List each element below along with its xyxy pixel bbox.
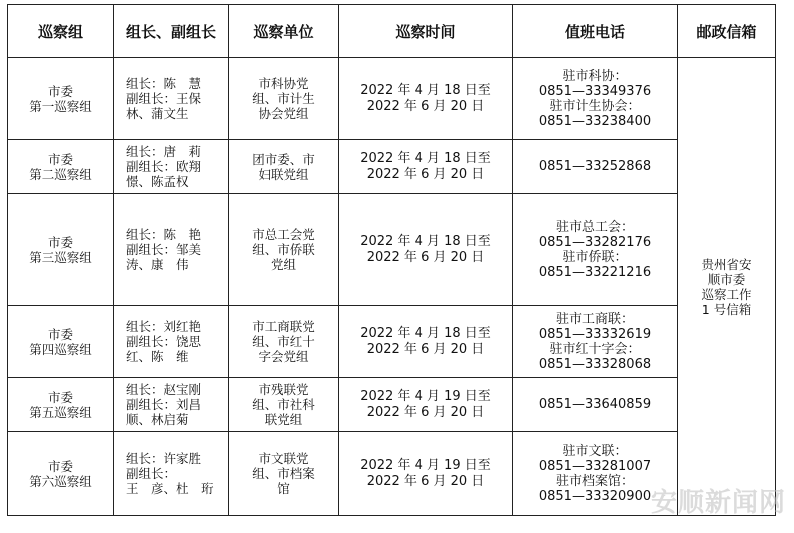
units-cell-line: 联党组 [264, 412, 303, 427]
group-cell-line: 市委 [47, 326, 73, 342]
units-cell-line: 馆 [277, 481, 290, 496]
units-cell-line: 市科协党 [258, 76, 309, 91]
leaders-cell-line: 副组长：欧翔 [126, 159, 202, 174]
time-cell [339, 140, 513, 194]
header-phone: 值班电话 [513, 5, 678, 58]
units-cell-line: 党组 [270, 257, 296, 272]
phone-cell-line: 0851—33282176 [538, 234, 652, 250]
units-cell-line: 组、市红十 [252, 334, 315, 349]
units-cell [229, 58, 339, 140]
group-cell-line: 市委 [47, 389, 73, 405]
units-cell-line: 市总工会党 [252, 227, 315, 242]
leaders-cell-line: 副组长：饶思 [126, 334, 202, 349]
phone-cell-line: 0851—33349376 [538, 83, 652, 99]
leaders-cell-line: 顺、林启菊 [126, 412, 189, 427]
phone-cell-line: 0851—33640859 [538, 397, 652, 412]
units-cell [229, 140, 339, 194]
time-cell [339, 432, 513, 516]
group-cell [8, 58, 114, 140]
table-row [8, 194, 776, 306]
phone-cell-line: 驻市文联： [562, 443, 628, 459]
leaders-cell [114, 306, 229, 378]
mailbox-cell-line: 巡察工作 [701, 286, 752, 302]
units-cell-line: 组、市档案 [252, 466, 315, 481]
units-cell-line: 市文联党 [258, 451, 309, 466]
phone-cell-line: 驻市计生协会： [549, 98, 641, 114]
group-cell-line: 市委 [47, 151, 73, 167]
group-cell-line: 市委 [47, 234, 73, 250]
units-cell [229, 306, 339, 378]
table-row [8, 140, 776, 194]
mailbox-cell [678, 58, 776, 516]
leaders-cell-line: 林、蒲文生 [126, 106, 189, 121]
group-cell [8, 378, 114, 432]
leaders-cell-line: 组长：赵宝刚 [126, 382, 202, 397]
time-cell-line: 2022 年 6 月 20 日 [366, 341, 485, 357]
group-cell [8, 194, 114, 306]
phone-cell-line: 驻市工商联： [555, 311, 634, 327]
leaders-cell-line: 组长：唐 莉 [126, 144, 202, 159]
phone-cell [513, 378, 678, 432]
phone-cell-line: 0851—33328068 [538, 356, 652, 372]
leaders-cell-line: 副组长：邹美 [126, 242, 202, 257]
units-cell-line: 字会党组 [258, 349, 309, 364]
phone-cell-line: 0851—33320900 [538, 488, 652, 504]
time-cell [339, 58, 513, 140]
phone-cell-line: 0851—33281007 [538, 458, 652, 474]
phone-cell-line: 0851—33332619 [538, 326, 652, 342]
group-cell-line: 第二巡察组 [29, 166, 92, 182]
header-group: 巡察组 [8, 5, 114, 58]
time-cell-line: 2022 年 6 月 20 日 [366, 166, 485, 182]
time-cell-line: 2022 年 6 月 20 日 [366, 249, 485, 265]
units-cell-line: 组、市社科 [252, 397, 315, 412]
phone-cell [513, 194, 678, 306]
units-cell-line: 妇联党组 [258, 166, 309, 182]
phone-cell-line: 驻市档案馆： [555, 473, 634, 489]
units-cell-line: 协会党组 [258, 106, 309, 121]
time-cell-line: 2022 年 4 月 18 日至 [360, 325, 491, 341]
phone-cell-line: 0851—33221216 [538, 264, 652, 280]
time-cell-line: 2022 年 4 月 18 日至 [360, 233, 491, 249]
group-cell [8, 140, 114, 194]
time-cell-line: 2022 年 4 月 19 日至 [360, 457, 491, 473]
table-row [8, 306, 776, 378]
time-cell-line: 2022 年 4 月 18 日至 [360, 150, 491, 166]
units-cell [229, 378, 339, 432]
group-cell [8, 306, 114, 378]
leaders-cell-line: 组长：许家胜 [126, 451, 202, 466]
header-leaders: 组长、副组长 [114, 5, 229, 58]
phone-cell-line: 0851—33238400 [538, 113, 652, 129]
phone-cell [513, 140, 678, 194]
time-cell-line: 2022 年 6 月 20 日 [366, 473, 485, 489]
table-row [8, 378, 776, 432]
header-units: 巡察单位 [229, 5, 339, 58]
group-cell-line: 第一巡察组 [29, 98, 92, 114]
time-cell-line: 2022 年 4 月 19 日至 [360, 388, 491, 404]
leaders-cell-line: 组长：陈 艳 [126, 227, 202, 242]
time-cell [339, 194, 513, 306]
group-cell-line: 第三巡察组 [29, 249, 92, 265]
units-cell-line: 市残联党 [258, 382, 309, 397]
units-cell-line: 市工商联党 [252, 319, 315, 334]
phone-cell-line: 驻市总工会： [555, 219, 634, 235]
group-cell-line: 第六巡察组 [29, 473, 92, 489]
time-cell [339, 306, 513, 378]
mailbox-cell-line: 贵州省安 [701, 256, 752, 272]
units-cell-line: 团市委、市 [252, 151, 315, 167]
time-cell-line: 2022 年 6 月 20 日 [366, 98, 485, 114]
mailbox-cell-line: 1 号信箱 [701, 301, 752, 317]
time-cell-line: 2022 年 6 月 20 日 [366, 404, 485, 420]
units-cell [229, 432, 339, 516]
leaders-cell-line: 组长：刘红艳 [126, 319, 202, 334]
leaders-cell [114, 194, 229, 306]
group-cell-line: 第四巡察组 [29, 341, 92, 357]
units-cell-line: 组、市侨联 [252, 242, 315, 257]
time-cell [339, 378, 513, 432]
phone-cell-line: 0851—33252868 [538, 159, 652, 174]
units-cell [229, 194, 339, 306]
group-cell [8, 432, 114, 516]
leaders-cell [114, 378, 229, 432]
phone-cell [513, 306, 678, 378]
group-cell-line: 第五巡察组 [29, 404, 92, 420]
leaders-cell-line: 王 彦、杜 珩 [126, 481, 214, 496]
table-header-row [8, 5, 776, 58]
time-cell-line: 2022 年 4 月 18 日至 [360, 82, 491, 98]
leaders-cell-line: 副组长： [126, 466, 177, 481]
mailbox-cell-line: 顺市委 [707, 271, 746, 287]
phone-cell-line: 驻市科协： [562, 68, 628, 84]
phone-cell [513, 58, 678, 140]
leaders-cell [114, 140, 229, 194]
leaders-cell-line: 憬、陈孟权 [126, 174, 189, 189]
phone-cell-line: 驻市侨联： [562, 249, 628, 265]
site-watermark: 安顺新闻网 [650, 488, 786, 518]
leaders-cell [114, 432, 229, 516]
leaders-cell [114, 58, 229, 140]
table-row [8, 58, 776, 140]
inspection-schedule-table [7, 4, 776, 516]
leaders-cell-line: 副组长：刘昌 [126, 397, 202, 412]
group-cell-line: 市委 [47, 458, 73, 474]
leaders-cell-line: 红、陈 维 [126, 349, 189, 364]
units-cell-line: 组、市计生 [252, 91, 315, 106]
leaders-cell-line: 副组长：王保 [126, 91, 202, 106]
leaders-cell-line: 组长：陈 慧 [126, 76, 202, 91]
phone-cell-line: 驻市红十字会： [549, 341, 641, 357]
header-time: 巡察时间 [339, 5, 513, 58]
group-cell-line: 市委 [47, 83, 73, 99]
leaders-cell-line: 涛、康 伟 [126, 257, 189, 272]
header-mailbox: 邮政信箱 [678, 5, 776, 58]
